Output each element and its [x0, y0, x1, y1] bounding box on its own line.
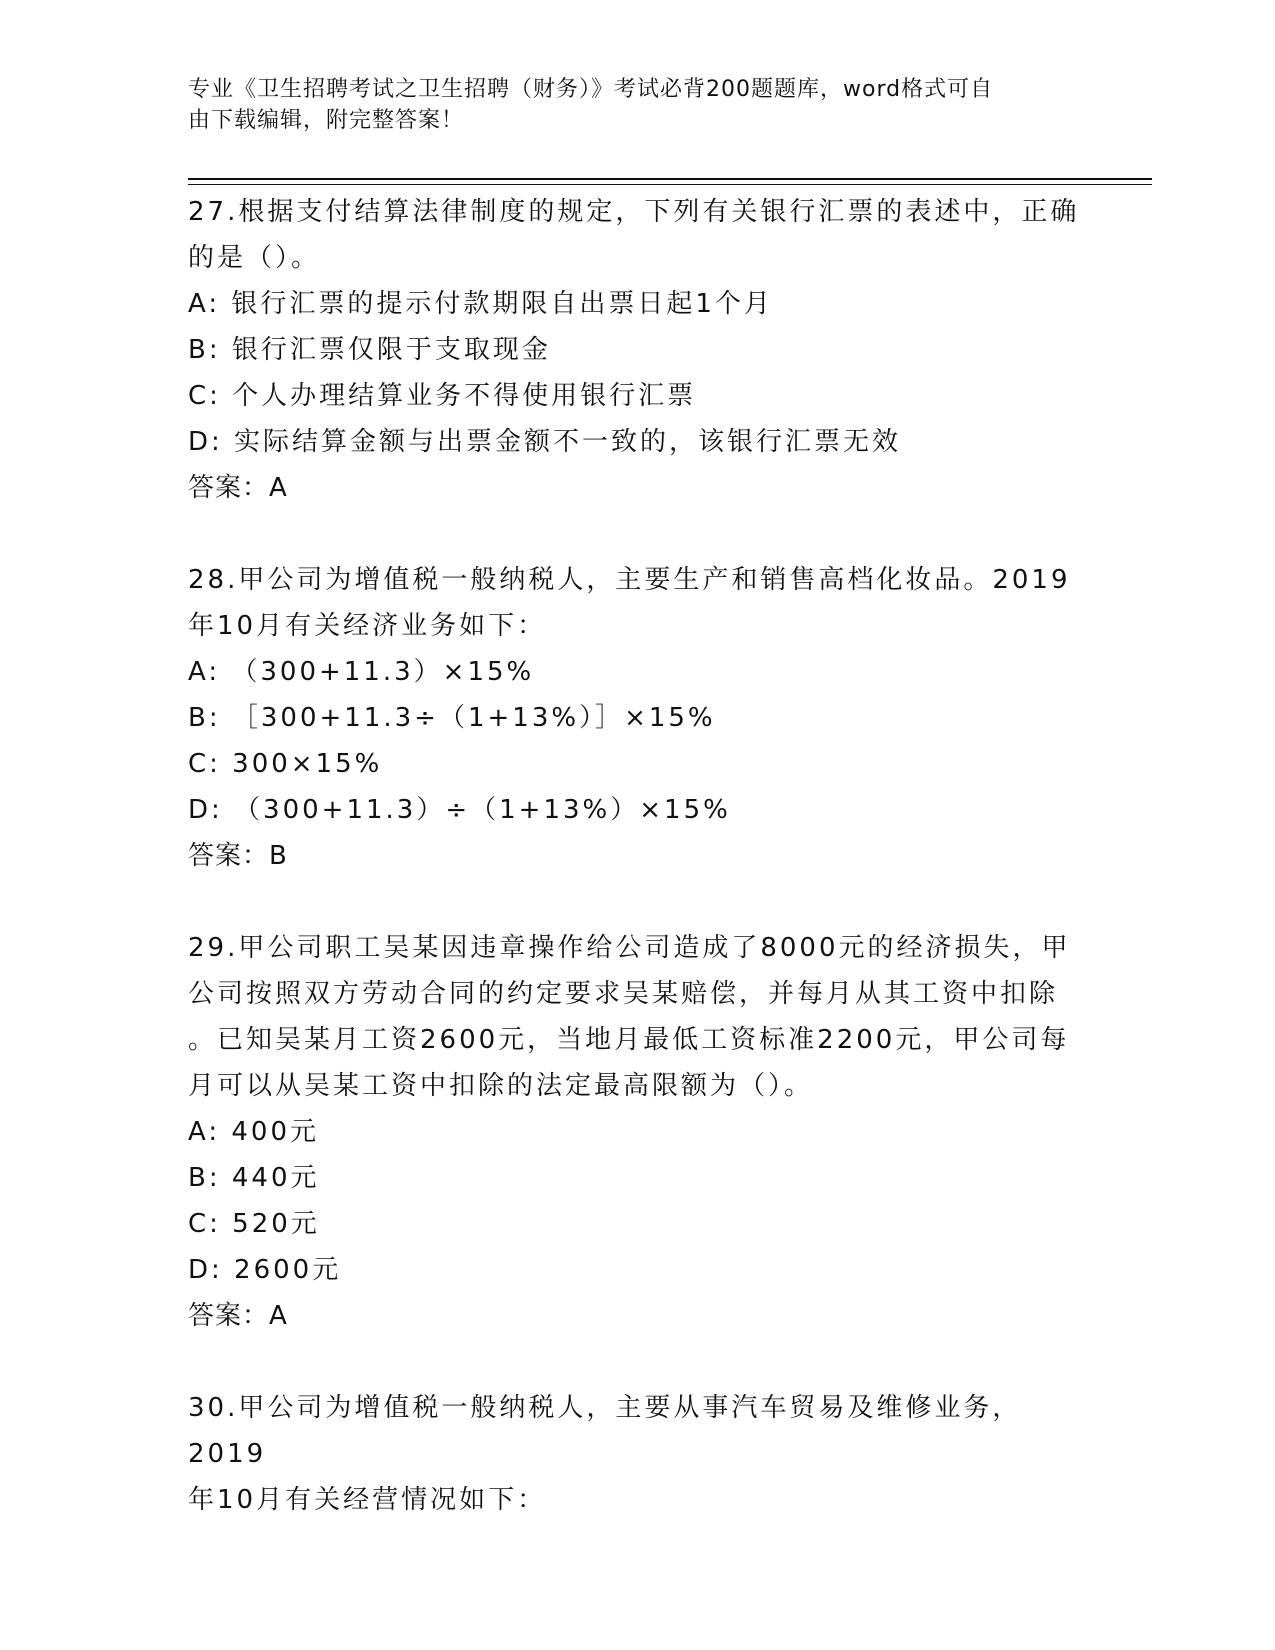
option-c: C: 300×15%	[188, 749, 383, 779]
spacer	[188, 511, 1088, 557]
question-stem-line: 27.根据支付结算法律制度的规定，下列有关银行汇票的表述中，正确	[188, 197, 1080, 227]
question-28	[188, 557, 1088, 879]
question-stem-line: 29.甲公司职工吴某因违章操作给公司造成了8000元的经济损失，甲	[188, 933, 1071, 963]
question-stem-line: 28.甲公司为增值税一般纳税人，主要生产和销售高档化妆品。2019	[188, 565, 1071, 595]
option-a: A: （300+11.3）×15%	[188, 657, 535, 687]
option-d: D: 2600元	[188, 1255, 342, 1285]
header-divider	[188, 178, 1152, 180]
option-b: B: ［300+11.3÷（1+13%）］×15%	[188, 703, 716, 733]
header-note	[188, 74, 1068, 136]
question-27	[188, 189, 1088, 511]
question-stem-line: 年10月有关经营情况如下：	[188, 1485, 547, 1515]
answer-line: 答案：A	[188, 1301, 288, 1331]
question-stem-line: 30.甲公司为增值税一般纳税人，主要从事汽车贸易及维修业务，2019	[188, 1393, 1022, 1469]
question-stem-line: 年10月有关经济业务如下：	[188, 611, 547, 641]
question-30	[188, 1385, 1088, 1523]
question-stem-line: 公司按照双方劳动合同的约定要求吴某赔偿，并每月从其工资中扣除	[188, 979, 1059, 1009]
option-a: A: 银行汇票的提示付款期限自出票日起1个月	[188, 289, 773, 319]
answer-line: 答案：A	[188, 473, 288, 503]
header-line: 由下载编辑，附完整答案！	[188, 108, 465, 133]
spacer	[188, 1339, 1088, 1385]
question-stem-line: 的是（）。	[188, 243, 321, 273]
header-divider-thin	[188, 184, 1152, 185]
question-stem-line: 。已知吴某月工资2600元，当地月最低工资标准2200元，甲公司每	[188, 1025, 1070, 1055]
option-b: B: 银行汇票仅限于支取现金	[188, 335, 551, 365]
option-d: D: （300+11.3）÷（1+13%）×15%	[188, 795, 731, 825]
spacer	[188, 879, 1088, 925]
question-stem-line: 月可以从吴某工资中扣除的法定最高限额为（）。	[188, 1071, 814, 1101]
question-29	[188, 925, 1088, 1339]
option-b: B: 440元	[188, 1163, 320, 1193]
question-list	[188, 189, 1088, 1523]
header-line: 专业《卫生招聘考试之卫生招聘（财务）》考试必背200题题库，word格式可自	[188, 77, 994, 102]
option-a: A: 400元	[188, 1117, 319, 1147]
option-d: D: 实际结算金额与出票金额不一致的，该银行汇票无效	[188, 427, 902, 457]
answer-line: 答案：B	[188, 841, 288, 871]
option-c: C: 个人办理结算业务不得使用银行汇票	[188, 381, 697, 411]
option-c: C: 520元	[188, 1209, 320, 1239]
